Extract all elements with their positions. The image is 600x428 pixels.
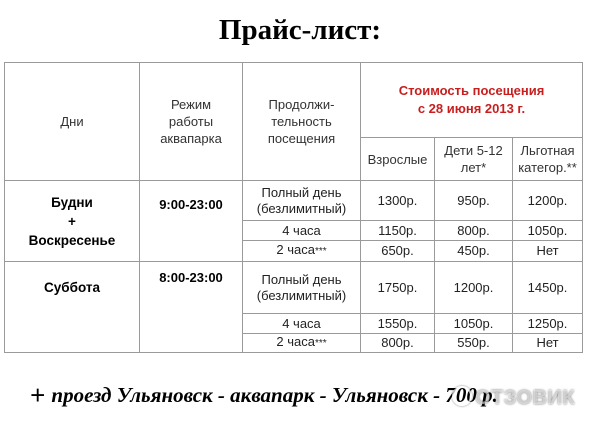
- price-adults: 800р.: [361, 334, 435, 353]
- duration-note: ***: [314, 338, 327, 349]
- day-weekdays-line1: Будни: [51, 194, 93, 210]
- header-cost-line2: с 28 июня 2013 г.: [417, 101, 526, 116]
- price-preferential: 1450р.: [513, 262, 583, 314]
- price-children: 550р.: [435, 334, 513, 353]
- hours-weekdays: 9:00-23:00: [140, 181, 243, 262]
- table-row: [5, 181, 583, 221]
- header-cost: [361, 63, 583, 138]
- page-title: Прайс-лист:: [218, 14, 382, 46]
- watermark-text: ОТЗОВИК: [475, 387, 576, 409]
- watermark: [452, 386, 575, 410]
- day-weekdays: [5, 181, 140, 262]
- header-mode: Режим работы аквапарка: [140, 63, 243, 181]
- day-saturday: Суббота: [5, 262, 140, 353]
- day-weekdays-line3: Воскресенье: [28, 232, 116, 248]
- duration-cell: 4 часа: [243, 221, 361, 241]
- duration-cell: Полный день (безлимитный): [243, 181, 361, 221]
- duration-label: 2 часа: [276, 334, 315, 349]
- price-children: 1050р.: [435, 314, 513, 334]
- duration-cell: [243, 241, 361, 262]
- duration-label: 2 часа: [276, 242, 315, 257]
- header-cost-line1: Стоимость посещения: [398, 83, 545, 98]
- header-duration: Продолжи-тельность посещения: [243, 63, 361, 181]
- header-preferential: Льготная категор.**: [513, 138, 583, 181]
- price-adults: 1300р.: [361, 181, 435, 221]
- price-preferential: 1200р.: [513, 181, 583, 221]
- price-adults: 650р.: [361, 241, 435, 262]
- duration-cell: [243, 334, 361, 353]
- day-weekdays-line2: +: [68, 213, 76, 229]
- price-preferential: 1050р.: [513, 221, 583, 241]
- plus-icon: +: [30, 380, 46, 410]
- price-children: 450р.: [435, 241, 513, 262]
- duration-cell: 4 часа: [243, 314, 361, 334]
- duration-cell: Полный день (безлимитный): [243, 262, 361, 314]
- header-adults: Взрослые: [361, 138, 435, 181]
- price-adults: 1750р.: [361, 262, 435, 314]
- price-adults: 1150р.: [361, 221, 435, 241]
- watermark-logo-icon: [452, 386, 472, 406]
- price-table: [4, 62, 583, 353]
- price-children: 950р.: [435, 181, 513, 221]
- price-children: 1200р.: [435, 262, 513, 314]
- footer-text: проезд Ульяновск - аквапарк - Ульяновск - 700 р.: [51, 383, 498, 407]
- hours-saturday: 8:00-23:00: [140, 262, 243, 353]
- price-children: 800р.: [435, 221, 513, 241]
- price-adults: 1550р.: [361, 314, 435, 334]
- price-preferential: 1250р.: [513, 314, 583, 334]
- duration-note: ***: [314, 246, 327, 257]
- table-row: [5, 262, 583, 314]
- header-days: Дни: [5, 63, 140, 181]
- footer-note: [30, 380, 498, 411]
- price-preferential: Нет: [513, 334, 583, 353]
- header-children: Дети 5-12 лет*: [435, 138, 513, 181]
- price-preferential: Нет: [513, 241, 583, 262]
